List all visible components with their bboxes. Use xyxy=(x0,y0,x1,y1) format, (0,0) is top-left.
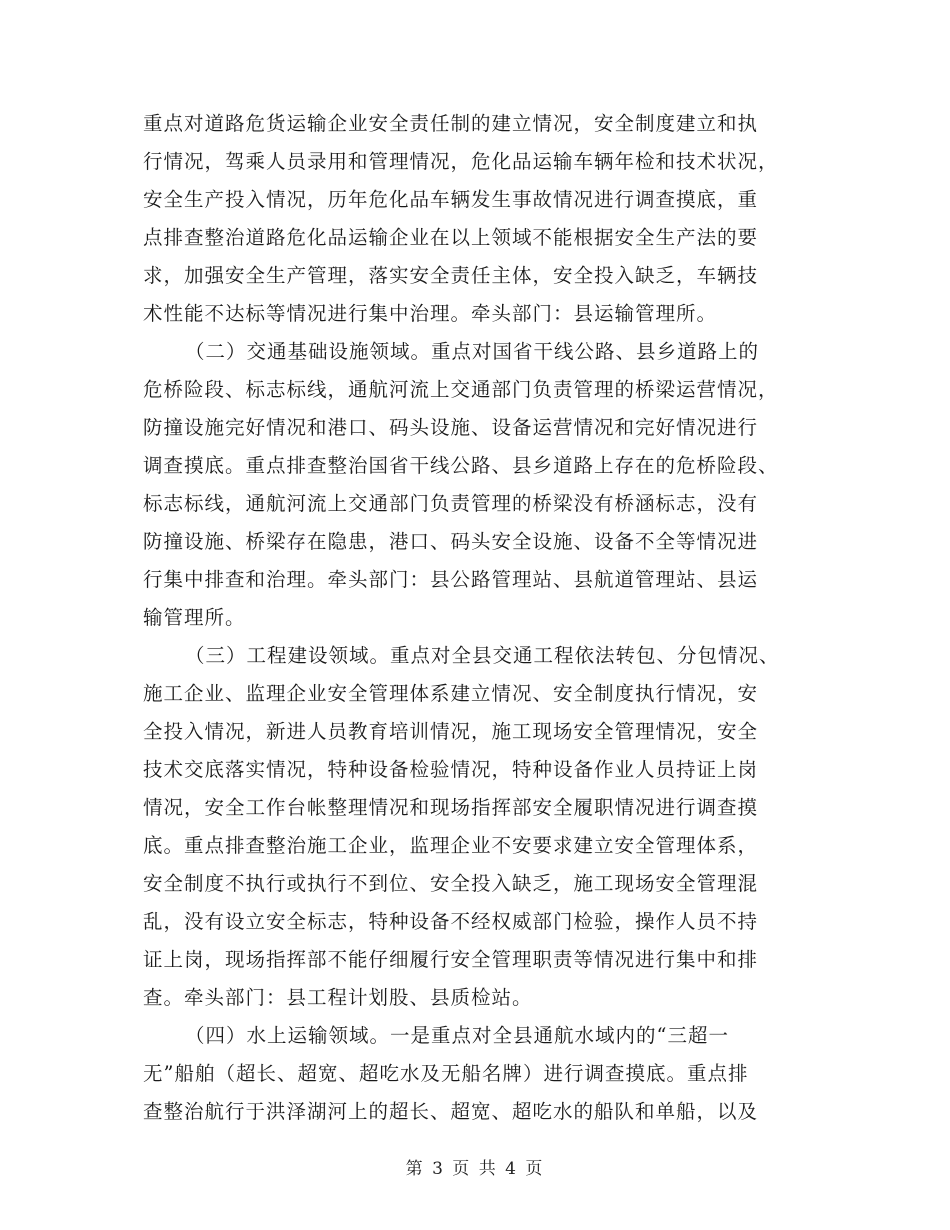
text-line: 安全制度不执行或执行不到位、安全投入缺乏，施工现场安全管理混 xyxy=(143,872,759,895)
text-line: 施工企业、监理企业安全管理体系建立情况、安全制度执行情况，安 xyxy=(143,682,759,705)
text-line: 调查摸底。重点排查整治国省干线公路、县乡道路上存在的危桥险段、 xyxy=(143,454,779,477)
text-line: 标志标线，通航河流上交通部门负责管理的桥梁没有桥涵标志，没有 xyxy=(143,492,759,515)
text-line: 行集中排查和治理。牵头部门：县公路管理站、县航道管理站、县运 xyxy=(143,568,759,591)
text-line: 查。牵头部门：县工程计划股、县质检站。 xyxy=(143,986,533,1009)
text-line: 术性能不达标等情况进行集中治理。牵头部门：县运输管理所。 xyxy=(143,302,718,325)
page-number-footer: 第 3 页 共 4 页 xyxy=(405,1159,545,1179)
paragraph-heading-line: （四）水上运输领域。一是重点对全县通航水域内的“三超一 xyxy=(185,1024,729,1047)
text-line: 防撞设施完好情况和港口、码头设施、设备运营情况和完好情况进行 xyxy=(143,416,759,439)
text-line: 行情况，驾乘人员录用和管理情况，危化品运输车辆年检和技术状况， xyxy=(143,150,779,173)
text-line: 重点对道路危货运输企业安全责任制的建立情况，安全制度建立和执 xyxy=(143,112,759,135)
text-line: 危桥险段、标志标线，通航河流上交通部门负责管理的桥梁运营情况， xyxy=(143,378,779,401)
text-line: 输管理所。 xyxy=(143,606,246,629)
text-line: 全投入情况，新进人员教育培训情况，施工现场安全管理情况，安全 xyxy=(143,720,759,743)
text-line: 点排查整治道路危化品运输企业在以上领域不能根据安全生产法的要 xyxy=(143,226,759,249)
text-line: 乱，没有设立安全标志，特种设备不经权威部门检验，操作人员不持 xyxy=(143,910,759,933)
text-line: 安全生产投入情况，历年危化品车辆发生事故情况进行调查摸底，重 xyxy=(143,188,759,211)
text-line: 防撞设施、桥梁存在隐患，港口、码头安全设施、设备不全等情况进 xyxy=(143,530,759,553)
paragraph-heading-line: （三）工程建设领域。重点对全县交通工程依法转包、分包情况、 xyxy=(185,644,780,667)
text-line: 技术交底落实情况，特种设备检验情况，特种设备作业人员持证上岗 xyxy=(143,758,759,781)
text-line: 查整治航行于洪泽湖河上的超长、超宽、超吃水的船队和单船，以及 xyxy=(143,1100,759,1123)
text-line: 证上岗，现场指挥部不能仔细履行安全管理职责等情况进行集中和排 xyxy=(143,948,759,971)
text-line: 底。重点排查整治施工企业，监理企业不安要求建立安全管理体系， xyxy=(143,834,759,857)
text-line: 情况，安全工作台帐整理情况和现场指挥部安全履职情况进行调查摸 xyxy=(143,796,759,819)
paragraph-heading-line: （二）交通基础设施领域。重点对国省干线公路、县乡道路上的 xyxy=(185,340,760,363)
text-line: 无”船舶（超长、超宽、超吃水及无船名牌）进行调查摸底。重点排 xyxy=(143,1062,749,1085)
text-line: 求，加强安全生产管理，落实安全责任主体，安全投入缺乏，车辆技 xyxy=(143,264,759,287)
